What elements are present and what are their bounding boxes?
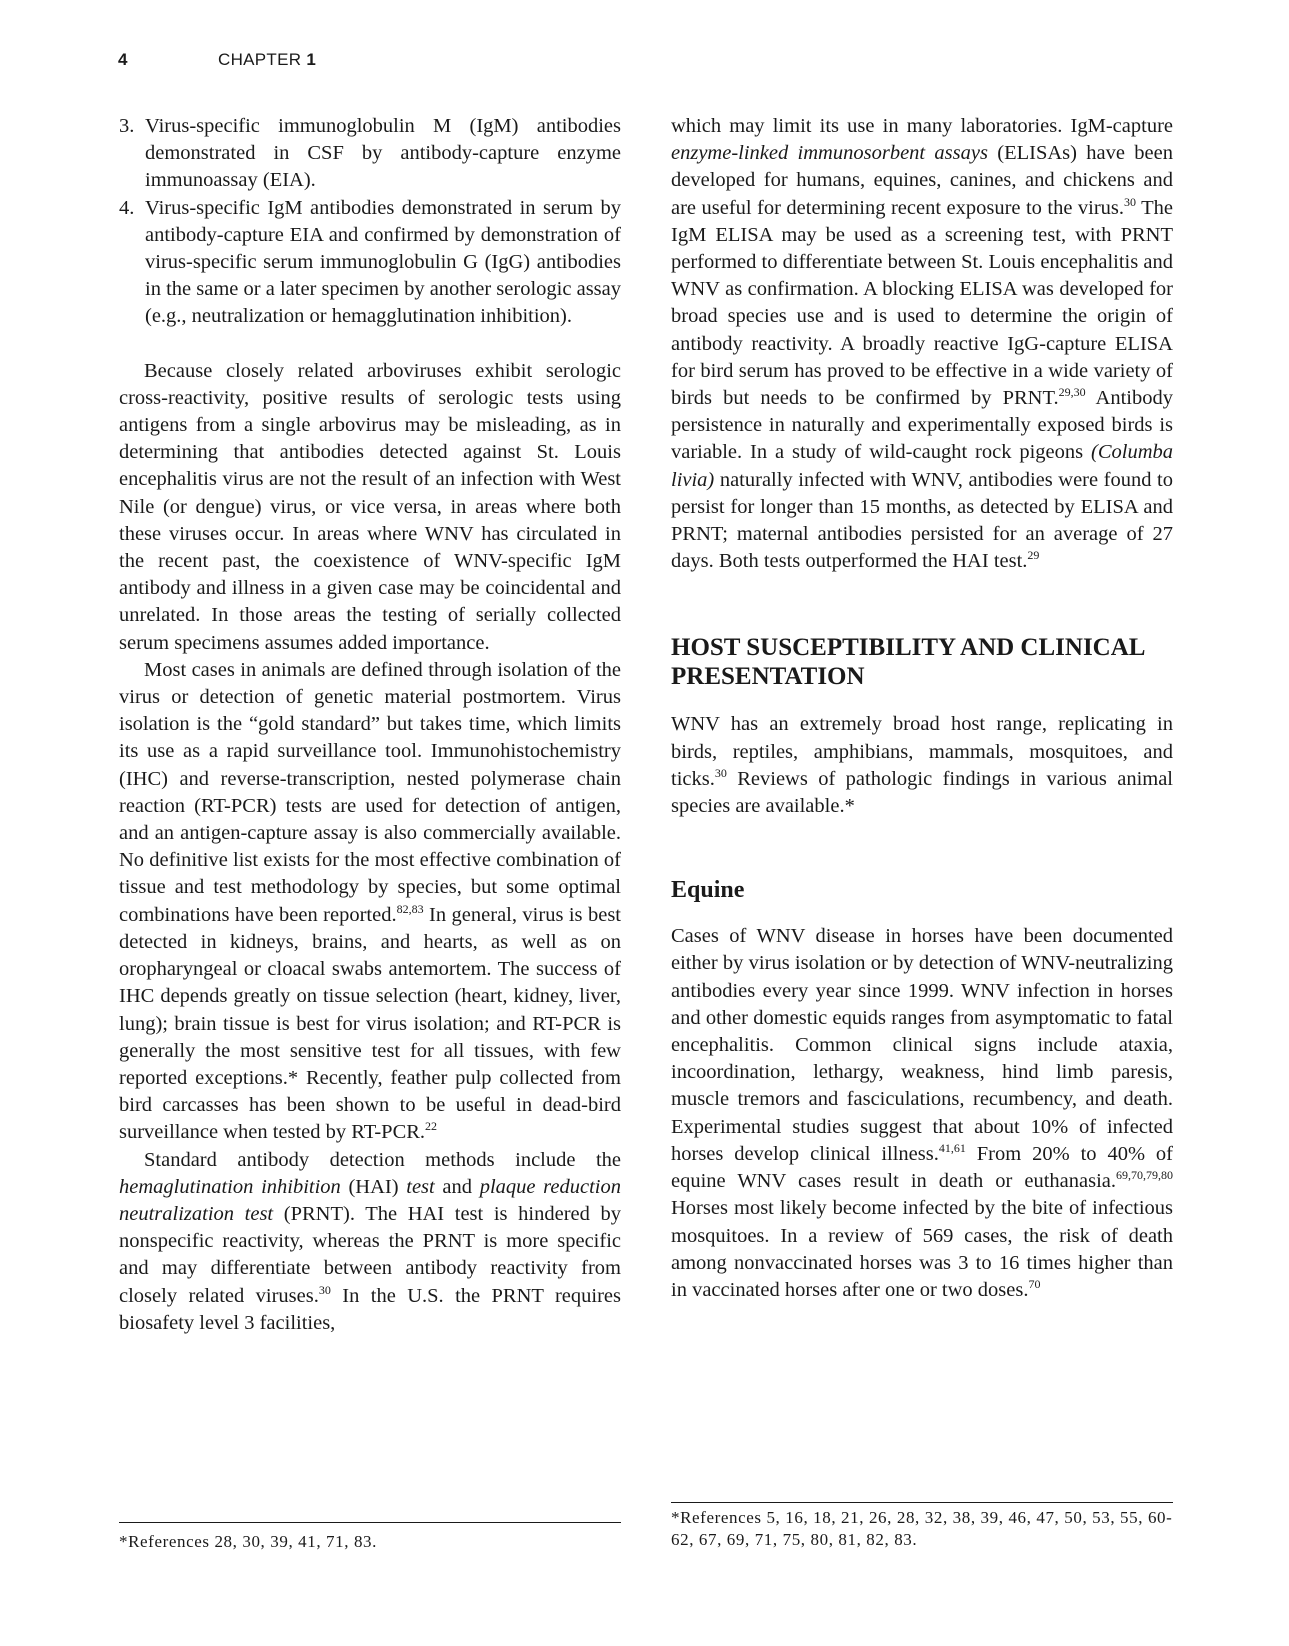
citation: 29,30: [1058, 385, 1086, 400]
right-column: [671, 113, 1173, 1304]
paragraph-elisa: [671, 113, 1173, 575]
citation: 22: [425, 1119, 438, 1134]
citation: 82,83: [396, 901, 424, 916]
text-run: (HAI): [340, 1175, 407, 1198]
list-item: [119, 195, 621, 331]
list-marker: 3.: [119, 115, 135, 137]
text-run: Antibody persistence in naturally and experimentally exposed birds is variable. In a study of wild-caught rock pigeons: [671, 387, 1173, 464]
text-run: Horses most likely become infected by the bite of infectious mosquitoes. In a review of 569 cases, the risk of death among nonvaccinated horses was 3 to 16 times higher than in vaccinated horses after one or two doses.: [671, 1197, 1173, 1301]
left-column: [119, 113, 621, 1337]
citation: 29: [1027, 548, 1040, 563]
page-header: [118, 50, 316, 70]
paragraph-antibody-methods: [119, 1147, 621, 1337]
text-run: naturally infected with WNV, antibodies were found to persist for longer than 15 months, as detected by ELISA and PRNT; maternal antibodies persisted for an average of 27 days. Both tests outperformed the HAI test.: [671, 468, 1173, 573]
text-run: Standard antibody detection methods include the: [144, 1148, 621, 1171]
citation: 69,70,79,80: [1116, 1168, 1173, 1183]
page-number: 4: [118, 50, 128, 69]
list-item-text: Virus-specific immunoglobulin M (IgM) antibodies demonstrated in CSF by antibody-capture enzyme immunoassay (EIA).: [145, 115, 621, 192]
text-run: and: [434, 1175, 480, 1198]
text-run: Cases of WNV disease in horses have been documented either by virus isolation or by detection of WNV-neutralizing antibodies every year since 1999. WNV infection in horses and other domestic equids ranges from asymptomatic to fatal encephalitis. Common clinical signs include ataxia, incoordination, lethargy, weakness, hind limb paresis, muscle tremors and fasciculations, recumbency, and death. Experimental studies suggest that about 10% of infected horses develop clinical illness.: [671, 925, 1173, 1165]
criteria-list: [119, 113, 621, 331]
list-item-text: Virus-specific IgM antibodies demonstrated in serum by antibody-capture EIA and confirmed by demonstration of virus-specific serum immunoglobulin G (IgG) antibodies in the same or a later specimen by another serologic assay (e.g., neutralization or hemagglutination inhibition).: [145, 196, 621, 328]
paragraph-host-range: [671, 711, 1173, 820]
paragraph-cross-reactivity: Because closely related arboviruses exhibit serologic cross-reactivity, positive results of serologic tests using antigens from a single arbovirus may be misleading, as in determining that antibodies detected against St. Louis encephalitis virus are not the result of an infection with West Nile (or dengue) virus, or vice versa, in areas where both these viruses occur. In areas where WNV has circulated in the recent past, the coexistence of WNV-specific IgM antibody and illness in a given case may be coincidental and unrelated. In those areas the testing of serially collected serum specimens assumes added importance.: [119, 359, 621, 654]
list-marker: 4.: [119, 196, 135, 219]
text-run: Most cases in animals are defined through isolation of the virus or detection of genetic material postmortem. Virus isolation is the “gold standard” but takes time, which limits its use as a rapid surveillance tool. Immunohistochemistry (IHC) and reverse-transcription, nested polymerase chain reaction (RT-PCR) tests are used for detection of antigen, and an antigen-capture assay is also commercially available. No definitive list exists for the most effective combination of tissue and test methodology by species, but some optimal combinations have been reported.: [119, 658, 621, 926]
footnote-left: *References 28, 30, 39, 41, 71, 83.: [119, 1522, 621, 1553]
chapter-label: CHAPTER: [218, 50, 302, 69]
text-run: In general, virus is best detected in kidneys, brains, and hearts, as well as on oropharyngeal or cloacal swabs antemortem. The success of IHC depends greatly on tissue selection (heart, kidney, liver, lung); brain tissue is best for virus isolation; and RT-PCR is generally the most sensitive test for all tissues, with few reported exceptions.* Recently, feather pulp collected from bird carcasses has been shown to be useful in dead-bird surveillance when tested by RT-PCR.: [119, 903, 621, 1144]
italic-term: (Columba livia): [671, 441, 1173, 491]
citation: 30: [714, 765, 727, 780]
text-run: In the U.S. the PRNT requires biosafety level 3 facilities,: [119, 1284, 621, 1334]
citation: 30: [1124, 194, 1137, 209]
footnote-right: *References 5, 16, 18, 21, 26, 28, 32, 38, 39, 46, 47, 50, 53, 55, 60-62, 67, 69, 71, 75, 80, 81, 82, 83.: [671, 1502, 1173, 1551]
list-item: [119, 113, 621, 195]
italic-term: hemaglutination inhibition: [119, 1175, 341, 1198]
text-run: (PRNT). The HAI test is hindered by nonspecific reactivity, whereas the PRNT is more specific and may differentiate between antibody reactivity from closely related viruses.: [119, 1202, 622, 1307]
text-run: WNV has an extremely broad host range, replicating in birds, reptiles, amphibians, mammals, mosquitoes, and ticks.: [671, 713, 1173, 790]
text-run: which may limit its use in many laboratories. IgM-capture: [671, 115, 1173, 137]
italic-term: enzyme-linked immunosorbent assays: [671, 142, 988, 165]
text-run: (ELISAs) have been developed for humans, equines, canines, and chickens and are useful for determining recent exposure to the virus.: [671, 142, 1173, 219]
citation: 30: [318, 1282, 331, 1297]
chapter-number: 1: [306, 50, 317, 69]
italic-term: test: [406, 1175, 435, 1198]
citation: 70: [1028, 1276, 1041, 1291]
text-run: From 20% to 40% of equine WNV cases result in death or euthanasia.: [671, 1142, 1173, 1193]
citation: 41,61: [938, 1140, 966, 1155]
text-run: Reviews of pathologic findings in various animal species are available.*: [671, 767, 1173, 818]
text-run: The IgM ELISA may be used as a screening test, with PRNT performed to differentiate between St. Louis encephalitis and WNV as confirmation. A blocking ELISA was developed for broad species use and is used to determine the origin of antibody reactivity. A broadly reactive IgG-capture ELISA for bird serum has proved to be effective in a wide variety of birds but needs to be confirmed by PRNT.: [671, 196, 1173, 410]
subsection-heading: Equine: [671, 877, 745, 904]
paragraph-diagnosis: [119, 657, 621, 1147]
paragraph-equine: [671, 923, 1173, 1304]
italic-term: plaque reduction neutralization test: [119, 1175, 621, 1225]
section-heading: HOST SUSCEPTIBILITY AND CLINICAL PRESENTATION: [671, 634, 1145, 691]
